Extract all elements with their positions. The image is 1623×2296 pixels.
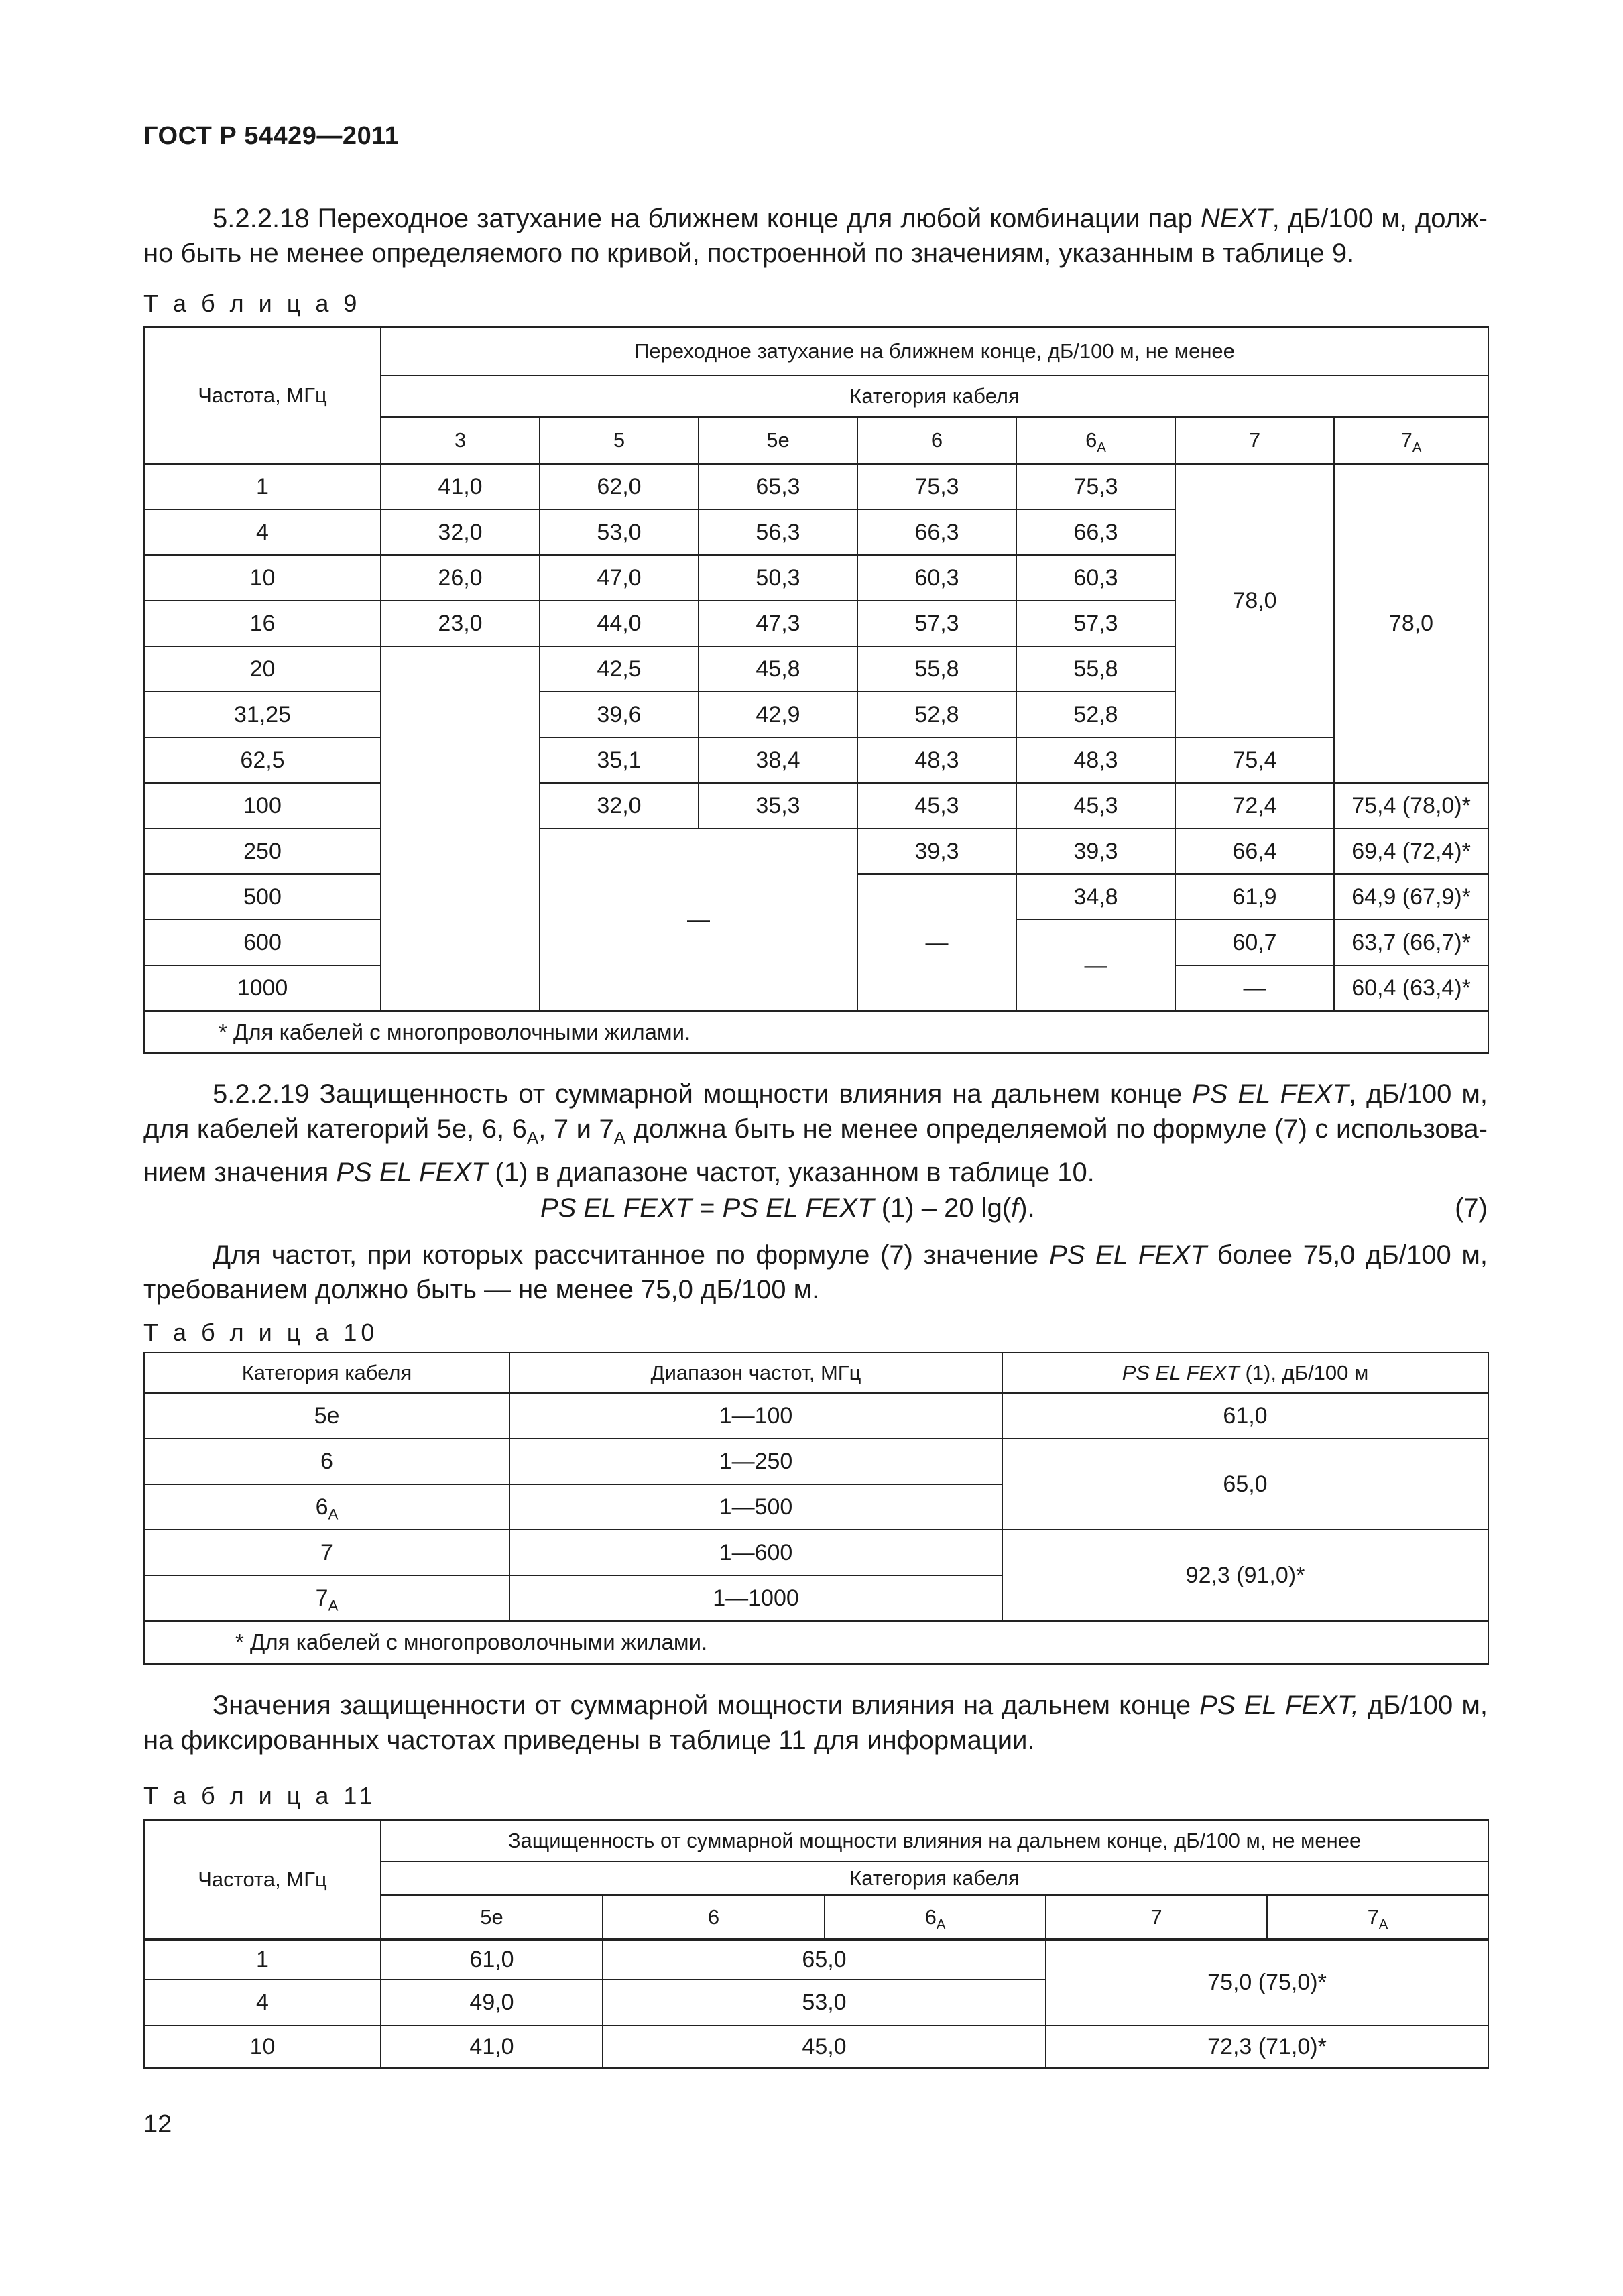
value-cell: 60,3 (1016, 555, 1175, 601)
dash-cell: — (1175, 965, 1334, 1011)
value-cell: 65,0 (603, 1939, 1046, 1980)
table-9-caption: Т а б л и ц а 9 (143, 290, 361, 317)
value-cell: 75,3 (857, 464, 1016, 509)
col-cat-6a: $6_A$ (1016, 417, 1175, 464)
paragraph-table-11-intro: Значения защищенности от суммарной мощности влияния на дальнем конце PS EL FEXT, дБ/100 м, на фиксированных частотах приведены в таблице 11 для информации. (143, 1691, 1488, 1755)
document-header: ГОСТ Р 54429—2011 (143, 122, 400, 150)
value-cell: 60,3 (857, 555, 1016, 601)
col-cat-3: 3 (381, 417, 540, 464)
col-cat-7: 7 (1175, 417, 1334, 464)
value-cell: 55,8 (1016, 646, 1175, 692)
value-cell: 41,0 (381, 2025, 603, 2068)
table-row (144, 2025, 1488, 2068)
table-row (144, 737, 1488, 783)
category-cell: $6_A$ (144, 1484, 509, 1530)
col-header-frequency-range: Диапазон частот, МГц (509, 1353, 1002, 1393)
range-cell: 1—600 (509, 1530, 1002, 1575)
value-cell: 66,3 (1016, 509, 1175, 555)
value-cell: 62,0 (540, 464, 699, 509)
col-cat-5e: 5e (381, 1895, 603, 1939)
value-cell: 35,1 (540, 737, 699, 783)
value-cell: 38,4 (699, 737, 857, 783)
col-cat-6: 6 (857, 417, 1016, 464)
col-header-cable-category: Категория кабеля (381, 375, 1488, 417)
table-row (144, 464, 1488, 509)
dash-cell: — (540, 829, 857, 1011)
value-cell: 41,0 (381, 464, 540, 509)
col-header-ps-el-fext: PS EL FEXT (1), дБ/100 м (1002, 1353, 1488, 1393)
col-header-cable-category: Категория кабеля (144, 1353, 509, 1393)
value-cell: 64,9 (67,9)* (1334, 874, 1488, 920)
value-cell: 39,3 (1016, 829, 1175, 874)
table-row (144, 783, 1488, 829)
formula-expression: PS EL FEXT = PS EL FEXT (1) – 20 lg(f). (540, 1193, 1035, 1223)
freq-cell: 250 (144, 829, 381, 874)
dash-cell: — (857, 874, 1016, 1011)
value-cell: 65,3 (699, 464, 857, 509)
col-cat-7: 7 (1046, 1895, 1267, 1939)
table-row (144, 829, 1488, 874)
value-cell: 32,0 (540, 783, 699, 829)
table-row (144, 1439, 1488, 1484)
freq-cell: 16 (144, 601, 381, 646)
value-cell: 42,9 (699, 692, 857, 737)
value-cell: 69,4 (72,4)* (1334, 829, 1488, 874)
value-cell: 55,8 (857, 646, 1016, 692)
freq-cell: 100 (144, 783, 381, 829)
value-cell-cat7a-merged: 78,0 (1334, 464, 1488, 783)
value-cell: 57,3 (857, 601, 1016, 646)
freq-cell: 500 (144, 874, 381, 920)
value-cell: 60,4 (63,4)* (1334, 965, 1488, 1011)
value-cell: 61,0 (1002, 1393, 1488, 1439)
value-cell: 66,3 (857, 509, 1016, 555)
empty-cell-cat3 (381, 646, 540, 1011)
range-cell: 1—500 (509, 1484, 1002, 1530)
col-header-frequency: Частота, МГц (144, 327, 381, 464)
value-cell: 50,3 (699, 555, 857, 601)
value-cell: 48,3 (857, 737, 1016, 783)
freq-cell: 31,25 (144, 692, 381, 737)
value-cell: 42,5 (540, 646, 699, 692)
table-row (144, 1939, 1488, 1980)
col-cat-5e: 5e (699, 417, 857, 464)
value-cell: 45,3 (1016, 783, 1175, 829)
value-cell: 47,3 (699, 601, 857, 646)
freq-cell: 4 (144, 1980, 381, 2025)
paragraph-5-2-2-18: 5.2.2.18 Переходное затухание на ближнем конце для любой комбинации пар NEXT, дБ/100 м, долж-но быть не менее определяемого по кривой, построенной по значениям, указанным в таблице 9. (143, 204, 1488, 268)
col-cat-6a: $6_A$ (825, 1895, 1046, 1939)
value-cell: 45,3 (857, 783, 1016, 829)
value-cell: 52,8 (857, 692, 1016, 737)
col-header-frequency: Частота, МГц (144, 1820, 381, 1939)
value-cell: 75,0 (75,0)* (1046, 1939, 1488, 2025)
freq-cell: 20 (144, 646, 381, 692)
value-cell: 53,0 (540, 509, 699, 555)
value-cell: 75,4 (78,0)* (1334, 783, 1488, 829)
table-9-footnote: * Для кабелей с многопроволочными жилами. (144, 1011, 1488, 1053)
category-cell: 7 (144, 1530, 509, 1575)
value-cell: 47,0 (540, 555, 699, 601)
col-header-ps-el-fext: Защищенность от суммарной мощности влияния на дальнем конце, дБ/100 м, не менее (381, 1820, 1488, 1862)
value-cell: 39,6 (540, 692, 699, 737)
value-cell: 34,8 (1016, 874, 1175, 920)
value-cell: 39,3 (857, 829, 1016, 874)
col-cat-6: 6 (603, 1895, 825, 1939)
value-cell: 61,0 (381, 1939, 603, 1980)
value-cell: 61,9 (1175, 874, 1334, 920)
page-number: 12 (143, 2110, 172, 2138)
table-11-caption: Т а б л и ц а 11 (143, 1782, 377, 1809)
range-cell: 1—250 (509, 1439, 1002, 1484)
formula-number: (7) (1455, 1193, 1488, 1223)
paragraph-frequency-note: Для частот, при которых рассчитанное по формуле (7) значение PS EL FEXT более 75,0 дБ/100 м, требованием должно быть — не менее 75,0 дБ/100 м. (143, 1240, 1488, 1305)
col-cat-5: 5 (540, 417, 699, 464)
range-cell: 1—100 (509, 1393, 1002, 1439)
value-cell: 49,0 (381, 1980, 603, 2025)
freq-cell: 600 (144, 920, 381, 965)
value-cell: 23,0 (381, 601, 540, 646)
category-cell: 6 (144, 1439, 509, 1484)
col-header-next: Переходное затухание на ближнем конце, дБ/100 м, не менее (381, 327, 1488, 375)
table-10-caption: Т а б л и ц а 10 (143, 1319, 379, 1346)
value-cell: 32,0 (381, 509, 540, 555)
value-cell: 35,3 (699, 783, 857, 829)
value-cell: 45,0 (603, 2025, 1046, 2068)
category-cell: $7_A$ (144, 1575, 509, 1621)
freq-cell: 10 (144, 555, 381, 601)
value-cell: 44,0 (540, 601, 699, 646)
value-cell: 66,4 (1175, 829, 1334, 874)
value-cell: 75,3 (1016, 464, 1175, 509)
freq-cell: 4 (144, 509, 381, 555)
value-cell: 63,7 (66,7)* (1334, 920, 1488, 965)
freq-cell: 1000 (144, 965, 381, 1011)
value-cell: 57,3 (1016, 601, 1175, 646)
freq-cell: 62,5 (144, 737, 381, 783)
value-cell: 56,3 (699, 509, 857, 555)
col-cat-7a: $7_A$ (1267, 1895, 1488, 1939)
col-cat-7a: $7_A$ (1334, 417, 1488, 464)
value-cell: 60,7 (1175, 920, 1334, 965)
table-row (144, 1393, 1488, 1439)
value-cell: 72,4 (1175, 783, 1334, 829)
dash-cell: — (1016, 920, 1175, 1011)
paragraph-5-2-2-19: 5.2.2.19 Защищенность от суммарной мощности влияния на дальнем конце PS EL FEXT, дБ/100 м, для кабелей категорий 5e, 6, $6_A$, 7 и $7_A$ должна быть не менее определяемой по формуле (7) с использова-нием значения PS EL FEXT (1) в диапазоне частот, указанном в таблице 10. (143, 1079, 1488, 1187)
value-cell: 52,8 (1016, 692, 1175, 737)
col-header-cable-category: Категория кабеля (381, 1862, 1488, 1895)
value-cell: 53,0 (603, 1980, 1046, 2025)
value-cell: 26,0 (381, 555, 540, 601)
freq-cell: 10 (144, 2025, 381, 2068)
freq-cell: 1 (144, 1939, 381, 1980)
range-cell: 1—1000 (509, 1575, 1002, 1621)
value-cell-cat7-merged: 78,0 (1175, 464, 1334, 737)
value-cell: 75,4 (1175, 737, 1334, 783)
value-cell: 45,8 (699, 646, 857, 692)
table-11 (143, 1819, 1489, 2069)
value-cell: 72,3 (71,0)* (1046, 2025, 1488, 2068)
category-cell: 5e (144, 1393, 509, 1439)
table-row (144, 1530, 1488, 1575)
value-cell: 65,0 (1002, 1439, 1488, 1530)
table-9 (143, 326, 1489, 1054)
table-10-footnote: * Для кабелей с многопроволочными жилами. (144, 1621, 1488, 1664)
value-cell: 48,3 (1016, 737, 1175, 783)
table-10 (143, 1352, 1489, 1665)
value-cell: 92,3 (91,0)* (1002, 1530, 1488, 1621)
formula-7 (143, 1193, 1488, 1228)
freq-cell: 1 (144, 464, 381, 509)
